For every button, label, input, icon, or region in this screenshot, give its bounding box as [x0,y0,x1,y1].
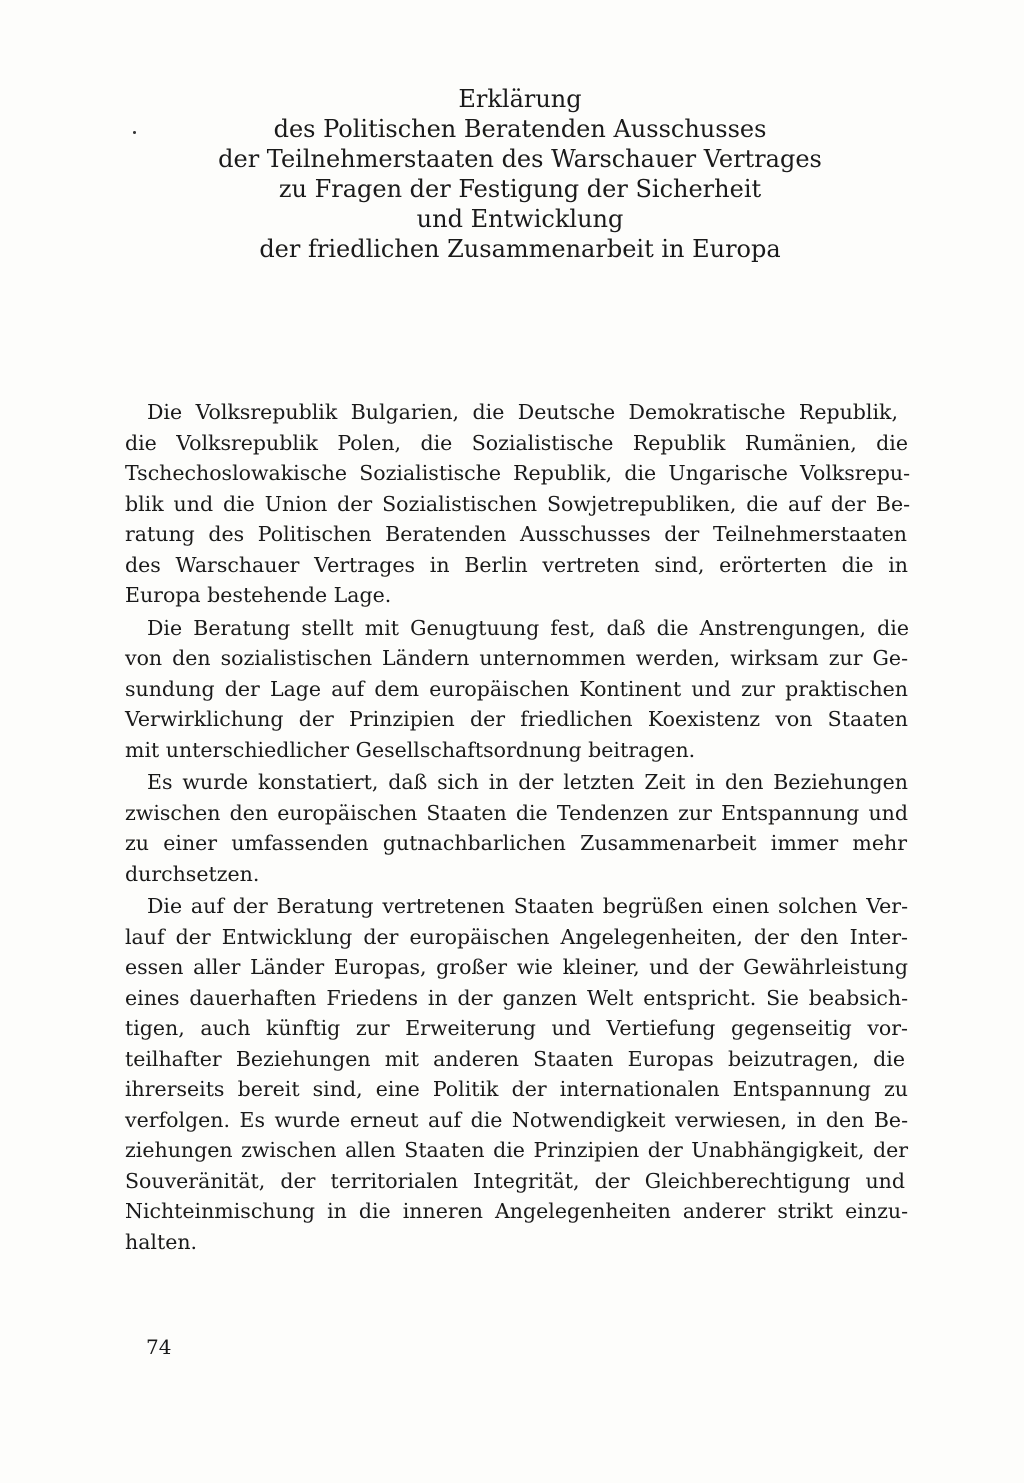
text-line: des Warschauer Vertrages in Berlin vertreten sind, erörterten die in [125,552,908,577]
text-line: Es wurde konstatiert, daß sich in der letzten Zeit in den Beziehungen [147,770,908,794]
text-line: verfolgen. Es wurde erneut auf die Notwendigkeit verwiesen, in den Be- [125,1107,908,1132]
text-line: Nichteinmischung in die inneren Angelegenheiten anderer strikt einzu- [125,1199,908,1223]
text-line: mit unterschiedlicher Gesellschaftsordnung beitragen. [125,737,696,762]
heading-line: zu Fragen der Festigung der Sicherheit [278,175,762,203]
text-line: zu einer umfassenden gutnachbarlichen Zusammenarbeit immer mehr [125,831,907,855]
paragraph-1 [0,397,1024,611]
text-line: Die Volksrepublik Bulgarien, die Deutsche Demokratische Republik, [147,400,898,424]
text-line: eines dauerhaften Friedens in der ganzen Welt entspricht. Sie beabsich- [125,985,908,1010]
text-line: die Volksrepublik Polen, die Sozialistische Republik Rumänien, die [125,430,908,455]
paragraph-2 [0,613,1024,766]
body-text [0,397,1024,1257]
text-line: Tschechoslowakische Sozialistische Republik, die Ungarische Volksrepu- [125,461,910,485]
text-line: sundung der Lage auf dem europäischen Kontinent und zur praktischen [125,676,908,701]
page-number: 74 [146,1335,172,1359]
heading-line: des Politischen Beratenden Ausschusses [273,115,767,143]
text-line: zwischen den europäischen Staaten die Tendenzen zur Entspannung und [125,800,908,825]
text-line: ratung des Politischen Beratenden Ausschusses der Teilnehmerstaaten [125,522,907,546]
heading-line: der friedlichen Zusammenarbeit in Europa [259,235,781,263]
heading-line-title: Erklärung [458,85,582,113]
text-line: durchsetzen. [125,861,260,886]
text-line: Souveränität, der territorialen Integrität, der Gleichberechtigung und [125,1168,905,1193]
heading-line: und Entwicklung [416,205,624,233]
heading-line: der Teilnehmerstaaten des Warschauer Vertrages [218,145,822,173]
text-line: blik und die Union der Sozialistischen Sowjetrepubliken, die auf der Be- [125,491,910,516]
text-line: von den sozialistischen Ländern unternommen werden, wirksam zur Ge- [125,646,908,670]
text-line: teilhafter Beziehungen mit anderen Staaten Europas beizutragen, die [125,1046,905,1071]
text-line: Die Beratung stellt mit Genugtuung fest, daß die Anstrengungen, die [147,615,909,640]
text-line: halten. [125,1229,198,1254]
text-line: Die auf der Beratung vertretenen Staaten begrüßen einen solchen Ver- [147,894,908,918]
document-heading [200,84,840,264]
stray-dot-mark [133,131,136,134]
text-line: essen aller Länder Europas, großer wie kleiner, und der Gewährleistung [125,955,908,979]
paragraph-4 [0,891,1024,1257]
text-line: Europa bestehende Lage. [125,583,392,607]
text-line: Verwirklichung der Prinzipien der friedlichen Koexistenz von Staaten [125,707,908,731]
text-line: ziehungen zwischen allen Staaten die Prinzipien der Unabhängigkeit, der [125,1138,908,1162]
text-line: tigen, auch künftig zur Erweiterung und Vertiefung gegenseitig vor- [125,1016,908,1040]
text-line: ihrerseits bereit sind, eine Politik der internationalen Entspannung zu [125,1077,908,1101]
paragraph-3 [0,767,1024,889]
text-line: lauf der Entwicklung der europäischen Angelegenheiten, der den Inter- [125,924,908,949]
